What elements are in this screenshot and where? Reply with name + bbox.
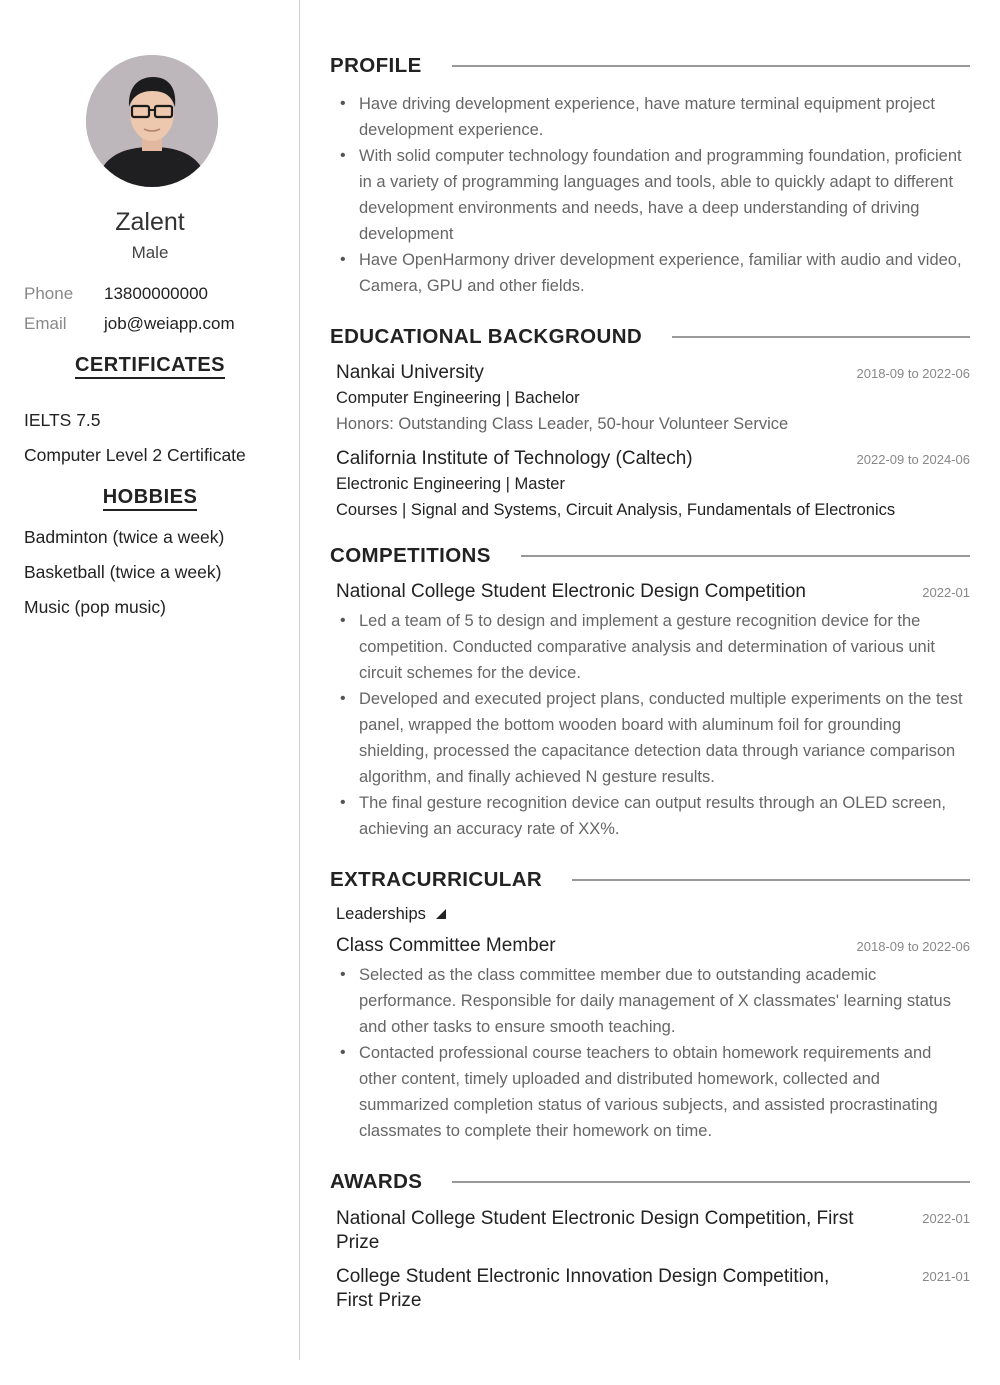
certificates-heading: CERTIFICATES xyxy=(0,354,300,377)
award-name: National College Student Electronic Design Competition, First Prize xyxy=(336,1208,854,1253)
avatar xyxy=(86,55,218,187)
list-item: • Led a team of 5 to design and implement a gesture recognition device for the competition. Conducted comparative analysis and determination of various unit circuit schemes for the device. xyxy=(340,608,972,686)
section-divider xyxy=(521,555,970,557)
profile-section-header xyxy=(330,53,970,79)
section-title: AWARDS xyxy=(330,1170,423,1193)
entry-date: 2021-01 xyxy=(922,1269,970,1284)
section-title: COMPETITIONS xyxy=(330,544,491,567)
person-gender: Male xyxy=(131,243,169,262)
education-note: Honors: Outstanding Class Leader, 50-hour Volunteer Service xyxy=(336,415,789,433)
person-name: Zalent xyxy=(115,208,185,236)
competition-name: National College Student Electronic Design Competition xyxy=(336,581,806,602)
section-title: EDUCATIONAL BACKGROUND xyxy=(330,325,643,348)
contact-label: Phone xyxy=(24,284,74,303)
list-item: • Have OpenHarmony driver development experience, familiar with audio and video, Camera, GPU and other fields. xyxy=(340,247,972,299)
entry-date: 2022-09 to 2024-06 xyxy=(856,452,970,467)
section-divider xyxy=(452,1181,970,1183)
contact-label: Email xyxy=(24,314,67,333)
profile-photo xyxy=(86,55,218,187)
competition-bullets xyxy=(340,608,972,842)
leaderships-subheading: Leaderships xyxy=(336,905,446,924)
extracurricular-section-header xyxy=(330,867,970,893)
certificate-item: IELTS 7.5 xyxy=(24,410,101,430)
sidebar xyxy=(0,0,300,1360)
entry-date: 2022-01 xyxy=(922,585,970,600)
education-note: Courses | Signal and Systems, Circuit Analysis, Fundamentals of Electronics xyxy=(336,501,896,519)
award-name: College Student Electronic Innovation Design Competition, First Prize xyxy=(336,1266,830,1311)
list-item: • Selected as the class committee member due to outstanding academic performance. Responsible for daily management of X classmates' learning status and other tasks to ensure smooth teaching. xyxy=(340,962,972,1040)
entry-date: 2018-09 to 2022-06 xyxy=(856,366,970,381)
section-title: PROFILE xyxy=(330,54,422,77)
hobby-item: Music (pop music) xyxy=(24,597,166,617)
school-name: California Institute of Technology (Caltech) xyxy=(336,448,693,469)
list-item: • Contacted professional course teachers to obtain homework requirements and other content, timely uploaded and distributed homework, collected and summarized completion status of various subjects, and assisted procrastinating classmates to complete their homework on time. xyxy=(340,1040,972,1144)
list-item: • Have driving development experience, have mature terminal equipment project development experience. xyxy=(340,91,972,143)
contact-email xyxy=(24,314,235,334)
profile-bullets xyxy=(340,91,972,299)
section-divider xyxy=(672,336,970,338)
education-section-header xyxy=(330,324,970,350)
hobby-item: Basketball (twice a week) xyxy=(24,562,222,582)
section-divider xyxy=(572,879,970,881)
entry-date: 2022-01 xyxy=(922,1211,970,1226)
contact-phone xyxy=(24,284,208,304)
certificate-item: Computer Level 2 Certificate xyxy=(24,445,246,465)
list-item: • With solid computer technology foundation and programming foundation, proficient in a variety of programming languages and tools, able to quickly adapt to different development environments and needs, have a deep understanding of driving development xyxy=(340,143,972,247)
hobby-item: Badminton (twice a week) xyxy=(24,527,225,547)
awards-section-header xyxy=(330,1169,970,1195)
section-divider xyxy=(452,65,970,67)
triangle-icon xyxy=(436,909,446,919)
contact-value: 13800000000 xyxy=(104,284,209,303)
degree-major: Electronic Engineering | Master xyxy=(336,475,565,493)
section-title: EXTRACURRICULAR xyxy=(330,868,543,891)
contact-value: job@weiapp.com xyxy=(104,314,235,333)
role-title: Class Committee Member xyxy=(336,935,556,956)
competitions-section-header xyxy=(330,543,970,569)
school-name: Nankai University xyxy=(336,362,484,383)
extracurricular-bullets xyxy=(340,962,972,1144)
list-item: • The final gesture recognition device can output results through an OLED screen, achieving an accuracy rate of XX%. xyxy=(340,790,972,842)
entry-date: 2018-09 to 2022-06 xyxy=(856,939,970,954)
degree-major: Computer Engineering | Bachelor xyxy=(336,389,580,407)
list-item: • Developed and executed project plans, conducted multiple experiments on the test panel, wrapped the bottom wooden board with aluminum foil for grounding shielding, processed the capacitance detection data through variance comparison algorithm, and finally achieved N gesture results. xyxy=(340,686,972,790)
hobbies-heading: HOBBIES xyxy=(0,486,300,509)
